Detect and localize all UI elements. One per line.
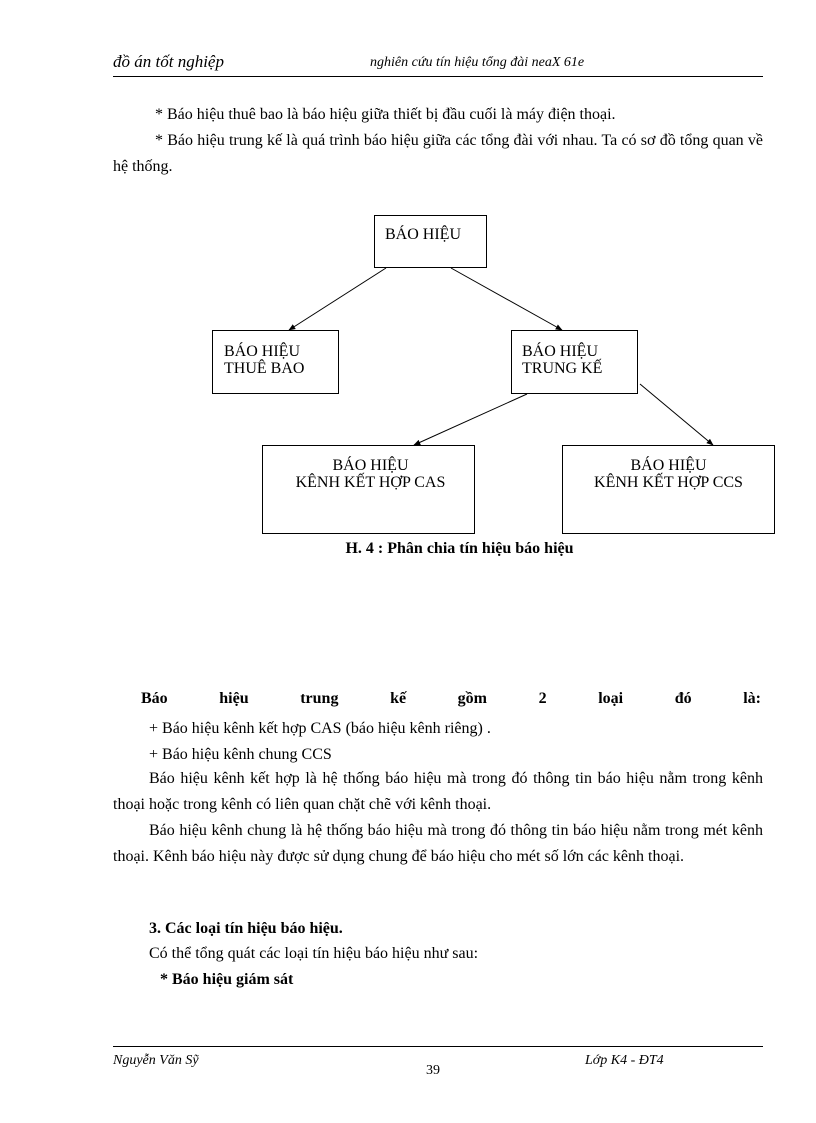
box-subscriber-signaling	[212, 330, 339, 394]
paragraph-ccs: Báo hiệu kênh chung là hệ thống báo hiệu mà trong đó thông tin báo hiệu nằm trong mét kênh thoại. Kênh báo hiệu này được sử dụng chung để báo hiệu cho mét số lớn các kênh thoại.	[113, 822, 763, 865]
box-ccs-signaling	[562, 445, 775, 534]
footer-class: Lớp K4 - ĐT4	[585, 1053, 664, 1068]
box-trunk-line-1: BÁO HIỆU	[522, 343, 598, 360]
trunk-types-heading: Báo hiệu trung kế gồm 2 loại đó là:	[141, 690, 761, 707]
list-item-cas: + Báo hiệu kênh kết hợp CAS (báo hiệu kênh riêng) .	[149, 720, 491, 737]
box-signaling-root	[374, 215, 487, 268]
arrow-trunk-to-cas	[414, 394, 527, 445]
box-cas-line-2: KÊNH KẾT HỢP CAS	[295, 474, 446, 491]
box-ccs-line-1: BÁO HIỆU	[630, 457, 707, 474]
paragraph-cas: Báo hiệu kênh kết hợp là hệ thống báo hiệu mà trong đó thông tin báo hiệu nằm trong kênh thoại hoặc trong kênh có liên quan chặt chẽ với kênh thoại.	[113, 770, 763, 813]
arrow-root-to-subscriber	[289, 268, 386, 330]
subsection-title: * Báo hiệu giám sát	[160, 971, 294, 988]
header-center: nghiên cứu tín hiệu tổng đài neaX 61e	[370, 55, 585, 70]
box-root-label: BÁO HIỆU	[385, 226, 461, 243]
box-ccs-line-2: KÊNH KẾT HỢP CCS	[594, 474, 743, 491]
box-subscriber-line-2: THUÊ BAO	[224, 360, 305, 377]
footer-author: Nguyễn Văn Sỹ	[113, 1053, 199, 1068]
header-rule	[113, 76, 763, 77]
arrow-root-to-trunk	[451, 268, 562, 330]
box-cas-signaling	[262, 445, 475, 534]
box-subscriber-line-1: BÁO HIỆU	[224, 343, 300, 360]
footer-rule	[113, 1046, 763, 1047]
box-trunk-signaling	[511, 330, 638, 394]
header-left: đồ án tốt nghiệp	[113, 52, 224, 71]
box-cas-line-1: BÁO HIỆU	[332, 457, 409, 474]
section-intro: Có thể tổng quát các loại tín hiệu báo hiệu như sau:	[149, 945, 479, 962]
arrow-trunk-to-ccs	[640, 384, 713, 445]
figure-caption: H. 4 : Phân chia tín hiệu báo hiệu	[345, 540, 574, 557]
list-item-ccs: + Báo hiệu kênh chung CCS	[149, 746, 332, 763]
section-title: 3. Các loại tín hiệu báo hiệu.	[149, 920, 343, 937]
box-trunk-line-2: TRUNG KẾ	[522, 360, 603, 377]
page-number: 39	[426, 1063, 440, 1078]
intro-paragraph-1: * Báo hiệu thuê bao là báo hiệu giữa thiết bị đầu cuối là máy điện thoại.	[155, 106, 616, 123]
intro-paragraph-2: * Báo hiệu trung kế là quá trình báo hiệu giữa các tổng đài với nhau. Ta có sơ đồ tổng quan về hệ thống.	[113, 132, 763, 175]
